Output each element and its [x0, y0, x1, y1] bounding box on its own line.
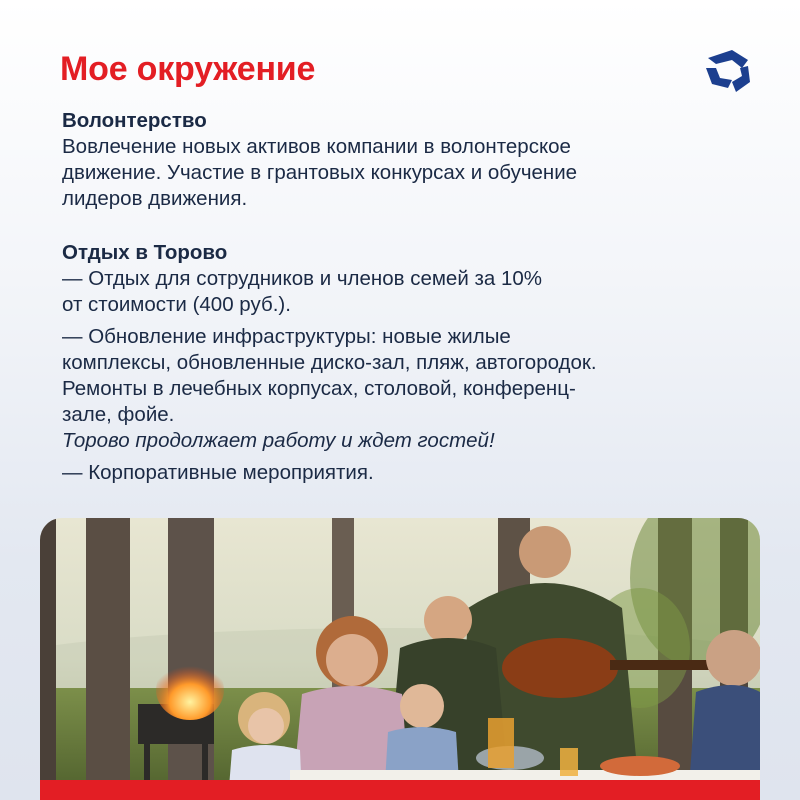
picnic-photo: [40, 518, 760, 800]
volunteering-line: лидеров движения.: [62, 187, 248, 210]
bullet-italic-note: Торово продолжает работу и ждет гостей!: [62, 429, 495, 452]
volunteering-line: движение. Участие в грантовых конкурсах и обучение: [62, 161, 578, 184]
bullet-line: Ремонты в лечебных корпусах, столовой, конференц-: [62, 377, 576, 400]
bullet-line: от стоимости (400 руб.).: [62, 293, 291, 316]
volunteering-section: [62, 108, 752, 212]
torovo-heading: Отдых в Торово: [62, 241, 228, 264]
page-title: Мое окружение: [60, 50, 316, 88]
bullet-infrastructure: [62, 324, 752, 454]
main-content: [62, 108, 752, 492]
torovo-section: [62, 240, 752, 486]
volunteering-heading: Волонтерство: [62, 109, 207, 132]
bullet-vacation: [62, 266, 752, 318]
accent-bar: [40, 780, 760, 800]
bullet-line: — Отдых для сотрудников и членов семей за 10%: [62, 267, 543, 290]
bullet-line: — Обновление инфраструктуры: новые жилые: [62, 325, 511, 348]
volunteering-line: Вовлечение новых активов компании в волонтерское: [62, 135, 571, 158]
company-logo-icon: [702, 44, 754, 96]
bullet-line: зале, фойе.: [62, 403, 175, 426]
bullet-corporate-events: — Корпоративные мероприятия.: [62, 461, 374, 484]
bullet-line: комплексы, обновленные диско-зал, пляж, автогородок.: [62, 351, 597, 374]
